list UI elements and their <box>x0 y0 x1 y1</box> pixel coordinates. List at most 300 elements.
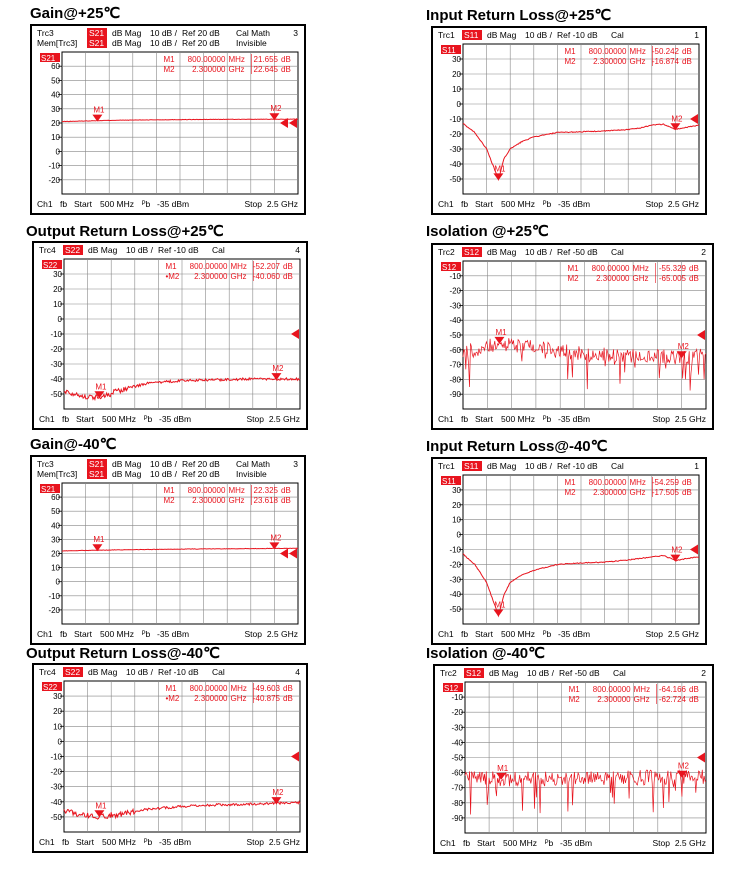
marker-readout-freq: 2.300000 <box>593 488 627 497</box>
footer-fb: fb <box>461 629 469 639</box>
marker-label: M2 <box>272 788 284 798</box>
footer-fb: fb <box>60 199 68 209</box>
ref-label: Ref -10 dB <box>557 30 598 40</box>
panel-title-iso-25: Isolation @+25℃ <box>426 223 549 240</box>
trace-label: Trc2 <box>438 247 455 257</box>
marker-readout-freq: 2.300000 <box>194 694 228 703</box>
trace-number: 1 <box>694 461 699 471</box>
trace-label: Trc3 <box>37 28 54 38</box>
y-tick-label: -10 <box>449 271 461 281</box>
chart-svg <box>433 459 705 643</box>
marker-readout-name: M2 <box>567 274 579 283</box>
footer-stop-freq: 2.5 GHz <box>268 414 300 424</box>
footer-start-freq: 500 MHz <box>501 199 536 209</box>
format-label: dB Mag <box>487 30 517 40</box>
param-badge-text: S22 <box>65 245 81 255</box>
y-tick-label: 0 <box>55 577 60 587</box>
y-tick-label: -10 <box>50 752 62 762</box>
ref-label: Ref -50 dB <box>559 668 600 678</box>
marker-label: M1 <box>93 105 105 115</box>
footer-stop-freq: 2.5 GHz <box>667 629 699 639</box>
ref-label: Ref 20 dB <box>182 38 220 48</box>
footer-start-freq: 500 MHz <box>102 414 137 424</box>
marker-readout-unit: GHz <box>629 488 646 497</box>
footer-pb: ᴾb <box>545 838 554 848</box>
marker-readout-name: M2 <box>163 65 175 74</box>
y-tick-label: -10 <box>449 545 461 555</box>
footer-fb: fb <box>461 199 469 209</box>
marker-readout-value: 22.325 <box>253 486 278 495</box>
marker-readout-freq: 800.00000 <box>189 684 228 693</box>
marker-readout-name: M2 <box>564 488 576 497</box>
footer-fb: fb <box>62 837 70 847</box>
footer-start-freq: 500 MHz <box>102 837 137 847</box>
format-label: dB Mag <box>88 245 118 255</box>
y-tick-label: -50 <box>449 331 461 340</box>
y-tick-label: -40 <box>50 797 62 807</box>
ref-label: Ref -50 dB <box>557 247 598 257</box>
footer-pb: ᴾb <box>543 199 552 209</box>
y-tick-label: 50 <box>51 76 60 86</box>
footer-start: Start <box>76 414 94 424</box>
marker-readout-freq: 800.00000 <box>588 478 627 487</box>
marker-readout-unit: MHz <box>230 262 247 271</box>
marker-readout-name: •M2 <box>165 694 180 703</box>
y-tick-label: -30 <box>449 301 461 311</box>
marker-readout-dbunit: dB <box>682 488 692 497</box>
marker-label: M1 <box>93 535 105 545</box>
y-tick-label: -10 <box>48 161 60 171</box>
footer-pb: ᴾb <box>543 629 552 639</box>
trace-label: Mem[Trc3] <box>37 38 78 48</box>
y-tick-label: -20 <box>50 767 62 777</box>
format-label: dB Mag <box>112 28 142 38</box>
param-badge-text: S21 <box>89 469 105 479</box>
y-tick-label: -40 <box>451 738 463 748</box>
chart-panel-gain-25 <box>30 24 306 215</box>
footer-start-freq: 500 MHz <box>501 414 536 424</box>
marker-readout-dbunit: dB <box>283 262 293 271</box>
panel-title-gain-m40: Gain@-40℃ <box>30 436 117 453</box>
footer-fb: fb <box>60 629 68 639</box>
marker-readout-dbunit: dB <box>689 695 699 704</box>
format-label: dB Mag <box>487 247 517 257</box>
y-tick-label: -90 <box>449 390 461 400</box>
marker-readout-dbunit: dB <box>283 684 293 693</box>
y-tick-label: -10 <box>449 115 461 124</box>
trace-label: Trc2 <box>440 668 457 678</box>
ref-label: Ref -10 dB <box>158 245 199 255</box>
marker-readout-name: M1 <box>568 685 580 694</box>
marker-readout-dbunit: dB <box>283 694 293 703</box>
trace-tag-text: S12 <box>442 263 457 272</box>
marker-readout-name: M2 <box>564 57 576 66</box>
y-tick-label: 0 <box>55 147 60 157</box>
cal-label: Invisible <box>236 38 267 48</box>
footer-stop: Stop <box>246 414 264 424</box>
marker-readout-name: •M2 <box>165 272 180 281</box>
footer-fb: fb <box>62 414 70 424</box>
marker-readout-value: -62.724 <box>658 695 686 704</box>
cal-label: Invisible <box>236 469 267 479</box>
y-tick-label: -60 <box>449 345 461 355</box>
y-tick-label: 20 <box>53 707 62 717</box>
marker-readout-dbunit: dB <box>689 264 699 273</box>
y-tick-label: -40 <box>449 590 461 600</box>
marker-readout-name: M2 <box>163 496 175 505</box>
param-badge-text: S11 <box>464 461 479 471</box>
y-tick-label: -60 <box>451 768 463 778</box>
footer-fb: fb <box>461 414 469 424</box>
marker-readout-freq: 800.00000 <box>592 685 631 694</box>
cal-label: Cal <box>611 461 624 471</box>
marker-readout-value: -65.005 <box>658 274 686 283</box>
marker-readout-value: -40.875 <box>252 694 280 703</box>
marker-readout-freq: 2.300000 <box>192 65 226 74</box>
footer-power: -35 dBm <box>157 629 190 639</box>
marker-readout-dbunit: dB <box>682 478 692 487</box>
footer-pb: ᴾb <box>144 837 153 847</box>
chart-svg <box>435 666 712 852</box>
y-tick-label: -30 <box>449 575 461 585</box>
marker-readout-name: M1 <box>564 47 576 56</box>
panel-title-orl-m40: Output Return Loss@-40℃ <box>26 645 220 662</box>
marker-readout-value: -40.060 <box>252 272 280 281</box>
param-badge-text: S12 <box>464 247 480 257</box>
marker-readout-unit: GHz <box>629 57 646 66</box>
marker-readout-name: M2 <box>568 695 580 704</box>
panel-title-orl-25: Output Return Loss@+25℃ <box>26 223 224 240</box>
trace-label: Trc4 <box>39 667 56 677</box>
trace-tag-text: S12 <box>444 684 459 693</box>
footer-stop-freq: 2.5 GHz <box>674 838 706 848</box>
footer-start-freq: 500 MHz <box>501 629 536 639</box>
y-tick-label: 30 <box>53 270 62 279</box>
marker-readout-name: M1 <box>564 478 576 487</box>
marker-readout-value: 21.655 <box>253 55 278 64</box>
footer-stop: Stop <box>244 629 262 639</box>
footer-start: Start <box>475 199 493 209</box>
panel-title-iso-m40: Isolation @-40℃ <box>426 645 545 662</box>
marker-readout-value: -55.329 <box>658 264 686 273</box>
y-tick-label: 50 <box>51 507 60 517</box>
trace-label: Trc4 <box>39 245 56 255</box>
param-badge-text: S21 <box>89 28 105 38</box>
marker-label: M1 <box>495 327 507 337</box>
chart-svg <box>34 665 306 851</box>
marker-label: M1 <box>494 600 506 610</box>
marker-readout-freq: 2.300000 <box>597 695 631 704</box>
ref-label: Ref -10 dB <box>557 461 598 471</box>
footer-power: -35 dBm <box>558 199 591 209</box>
ref-label: Ref -10 dB <box>158 667 199 677</box>
marker-readout-value: 22.645 <box>253 65 278 74</box>
y-tick-label: 40 <box>51 90 60 100</box>
marker-readout-dbunit: dB <box>281 55 291 64</box>
cal-label: Cal <box>212 245 225 255</box>
y-tick-label: 30 <box>53 692 62 702</box>
marker-label: M1 <box>95 801 107 811</box>
marker-readout-name: M1 <box>163 486 175 495</box>
y-tick-label: 10 <box>452 515 461 525</box>
marker-label: M1 <box>497 763 509 773</box>
param-badge-text: S22 <box>65 667 81 677</box>
y-tick-label: 10 <box>53 722 62 732</box>
trace-label: Trc1 <box>438 461 455 471</box>
chart-svg <box>32 457 304 643</box>
footer-channel: Ch1 <box>39 837 55 847</box>
chart-panel-irl-25 <box>431 26 707 215</box>
trace-number: 4 <box>295 245 300 255</box>
cal-label: Cal Math <box>236 28 271 38</box>
footer-power: -35 dBm <box>560 838 593 848</box>
y-tick-label: 10 <box>53 300 62 309</box>
marker-readout-freq: 800.00000 <box>588 47 627 56</box>
y-tick-label: 10 <box>51 563 60 573</box>
marker-readout-dbunit: dB <box>689 685 699 694</box>
marker-readout-dbunit: dB <box>689 274 699 283</box>
trace-tag-text: S21 <box>41 485 56 494</box>
footer-stop-freq: 2.5 GHz <box>266 629 298 639</box>
y-tick-label: -80 <box>449 375 461 385</box>
footer-stop: Stop <box>244 199 262 209</box>
y-tick-label: 0 <box>57 315 62 324</box>
marker-readout-name: M1 <box>567 264 579 273</box>
trace-tag-text: S11 <box>442 46 456 55</box>
footer-stop-freq: 2.5 GHz <box>268 837 300 847</box>
chart-panel-orl-m40 <box>32 663 308 853</box>
marker-readout-dbunit: dB <box>281 496 291 505</box>
marker-readout-value: -49.603 <box>252 684 280 693</box>
footer-fb: fb <box>463 838 471 848</box>
y-tick-label: 20 <box>452 500 461 510</box>
marker-readout-name: M1 <box>165 684 177 693</box>
y-tick-label: 60 <box>51 62 60 72</box>
scale-label: 10 dB / <box>527 668 554 678</box>
footer-start: Start <box>74 629 92 639</box>
footer-channel: Ch1 <box>37 199 53 209</box>
format-label: dB Mag <box>487 461 517 471</box>
scale-label: 10 dB / <box>525 461 552 471</box>
format-label: dB Mag <box>88 667 118 677</box>
format-label: dB Mag <box>489 668 519 678</box>
marker-label: M2 <box>272 364 284 374</box>
scale-label: 10 dB / <box>150 459 177 469</box>
marker-label: M1 <box>494 164 506 174</box>
marker-readout-dbunit: dB <box>682 57 692 66</box>
footer-start: Start <box>74 199 92 209</box>
footer-channel: Ch1 <box>438 199 454 209</box>
marker-readout-unit: GHz <box>230 694 247 703</box>
trace-number: 3 <box>293 28 298 38</box>
chart-panel-gain-m40 <box>30 455 306 645</box>
trace-tag-text: S22 <box>43 683 58 692</box>
marker-readout-dbunit: dB <box>682 47 692 56</box>
marker-readout-freq: 2.300000 <box>194 272 228 281</box>
chart-svg <box>32 26 304 213</box>
trace-number: 4 <box>295 667 300 677</box>
footer-channel: Ch1 <box>438 414 454 424</box>
marker-readout-name: M1 <box>163 55 175 64</box>
footer-power: -35 dBm <box>157 199 190 209</box>
footer-start: Start <box>475 629 493 639</box>
y-tick-label: -40 <box>449 316 461 326</box>
footer-start-freq: 500 MHz <box>503 838 538 848</box>
y-tick-label: 30 <box>51 535 60 545</box>
y-tick-label: -20 <box>449 130 461 139</box>
y-tick-label: 20 <box>51 119 60 128</box>
y-tick-label: -50 <box>449 605 461 615</box>
y-tick-label: -90 <box>451 813 463 823</box>
y-tick-label: -20 <box>48 175 60 185</box>
y-tick-label: -40 <box>50 375 62 384</box>
format-label: dB Mag <box>112 469 142 479</box>
format-label: dB Mag <box>112 459 142 469</box>
marker-label: M2 <box>270 533 282 543</box>
footer-stop: Stop <box>246 837 264 847</box>
marker-label: M2 <box>671 545 683 555</box>
ref-label: Ref 20 dB <box>182 28 220 38</box>
marker-readout-value: -64.166 <box>658 685 686 694</box>
chart-panel-orl-25 <box>32 241 308 430</box>
panel-title-irl-25: Input Return Loss@+25℃ <box>426 7 612 24</box>
marker-label: M2 <box>671 114 683 124</box>
chart-panel-irl-m40 <box>431 457 707 645</box>
y-tick-label: 20 <box>452 70 461 79</box>
y-tick-label: -20 <box>48 605 60 615</box>
footer-stop: Stop <box>645 199 663 209</box>
footer-stop: Stop <box>652 838 670 848</box>
y-tick-label: -50 <box>50 390 62 399</box>
marker-readout-unit: MHz <box>629 47 646 56</box>
footer-stop-freq: 2.5 GHz <box>266 199 298 209</box>
param-badge-text: S12 <box>466 668 482 678</box>
y-tick-label: -20 <box>451 708 463 718</box>
footer-power: -35 dBm <box>159 837 192 847</box>
footer-power: -35 dBm <box>558 414 591 424</box>
y-tick-label: -70 <box>449 360 461 370</box>
trace-tag-text: S21 <box>41 54 56 63</box>
marker-readout-unit: MHz <box>633 685 651 694</box>
y-tick-label: -70 <box>451 783 463 793</box>
trace-number: 2 <box>701 247 706 257</box>
marker-readout-value: -16.874 <box>651 57 679 66</box>
marker-readout-dbunit: dB <box>281 486 291 495</box>
chart-panel-iso-m40 <box>433 664 714 854</box>
footer-stop-freq: 2.5 GHz <box>667 199 699 209</box>
y-tick-label: 60 <box>51 493 60 503</box>
panel-title-irl-m40: Input Return Loss@-40℃ <box>426 438 608 455</box>
trace-tag-text: S22 <box>43 261 58 270</box>
marker-readout-value: -52.207 <box>252 262 280 271</box>
y-tick-label: -50 <box>50 812 62 822</box>
y-tick-label: -10 <box>48 591 60 601</box>
footer-start-freq: 500 MHz <box>100 199 135 209</box>
trace-tag-text: S11 <box>442 477 456 486</box>
scale-label: 10 dB / <box>126 245 153 255</box>
scale-label: 10 dB / <box>150 469 177 479</box>
marker-readout-unit: MHz <box>632 264 649 273</box>
footer-channel: Ch1 <box>39 414 55 424</box>
y-tick-label: -20 <box>50 345 62 354</box>
footer-pb: ᴾb <box>144 414 153 424</box>
marker-readout-unit: GHz <box>632 274 649 283</box>
footer-start: Start <box>76 837 94 847</box>
marker-readout-freq: 800.00000 <box>187 55 226 64</box>
y-tick-label: -80 <box>451 798 463 808</box>
y-tick-label: -50 <box>451 753 463 763</box>
footer-pb: ᴾb <box>142 199 151 209</box>
marker-readout-value: 23.618 <box>253 496 278 505</box>
marker-readout-value: -17.505 <box>651 488 679 497</box>
marker-label: M2 <box>677 761 690 771</box>
trace-label: Trc1 <box>438 30 455 40</box>
chart-svg <box>34 243 306 428</box>
param-badge-text: S11 <box>464 30 479 40</box>
y-tick-label: -50 <box>449 175 461 184</box>
scale-label: 10 dB / <box>150 28 177 38</box>
y-tick-label: 10 <box>452 85 461 94</box>
trace-label: Mem[Trc3] <box>37 469 78 479</box>
y-tick-label: -30 <box>50 360 62 369</box>
format-label: dB Mag <box>112 38 142 48</box>
footer-start: Start <box>475 414 493 424</box>
marker-readout-value: -54.259 <box>651 478 679 487</box>
footer-start-freq: 500 MHz <box>100 629 135 639</box>
footer-start: Start <box>477 838 495 848</box>
cal-label: Cal <box>613 668 626 678</box>
y-tick-label: 0 <box>456 530 461 540</box>
marker-readout-unit: GHz <box>228 65 245 74</box>
marker-label: M2 <box>677 342 689 352</box>
y-tick-label: -30 <box>451 723 463 733</box>
y-tick-label: 20 <box>51 549 60 559</box>
scale-label: 10 dB / <box>525 247 552 257</box>
footer-stop: Stop <box>652 414 670 424</box>
trace-number: 2 <box>701 668 706 678</box>
marker-readout-dbunit: dB <box>281 65 291 74</box>
y-tick-label: -30 <box>449 145 461 154</box>
y-tick-label: 40 <box>51 521 60 531</box>
chart-svg <box>433 245 712 428</box>
scale-label: 10 dB / <box>525 30 552 40</box>
y-tick-label: 30 <box>452 55 461 64</box>
param-badge-text: S21 <box>89 38 105 48</box>
scale-label: 10 dB / <box>126 667 153 677</box>
y-tick-label: 20 <box>53 285 62 294</box>
ref-label: Ref 20 dB <box>182 459 220 469</box>
footer-power: -35 dBm <box>558 629 591 639</box>
marker-readout-unit: GHz <box>633 695 650 704</box>
marker-readout-freq: 800.00000 <box>189 262 228 271</box>
y-tick-label: 0 <box>456 100 461 109</box>
cal-label: Cal <box>611 247 624 257</box>
chart-svg <box>433 28 705 213</box>
footer-power: -35 dBm <box>159 414 192 424</box>
trace-number: 1 <box>694 30 699 40</box>
marker-readout-freq: 2.300000 <box>192 496 226 505</box>
ref-label: Ref 20 dB <box>182 469 220 479</box>
y-tick-label: 30 <box>51 104 60 114</box>
marker-readout-freq: 800.00000 <box>187 486 226 495</box>
footer-stop: Stop <box>645 629 663 639</box>
y-tick-label: -10 <box>451 693 463 703</box>
marker-readout-name: M1 <box>165 262 177 271</box>
y-tick-label: -20 <box>449 560 461 570</box>
trace-number: 3 <box>293 459 298 469</box>
footer-channel: Ch1 <box>440 838 456 848</box>
marker-readout-freq: 2.300000 <box>596 274 630 283</box>
